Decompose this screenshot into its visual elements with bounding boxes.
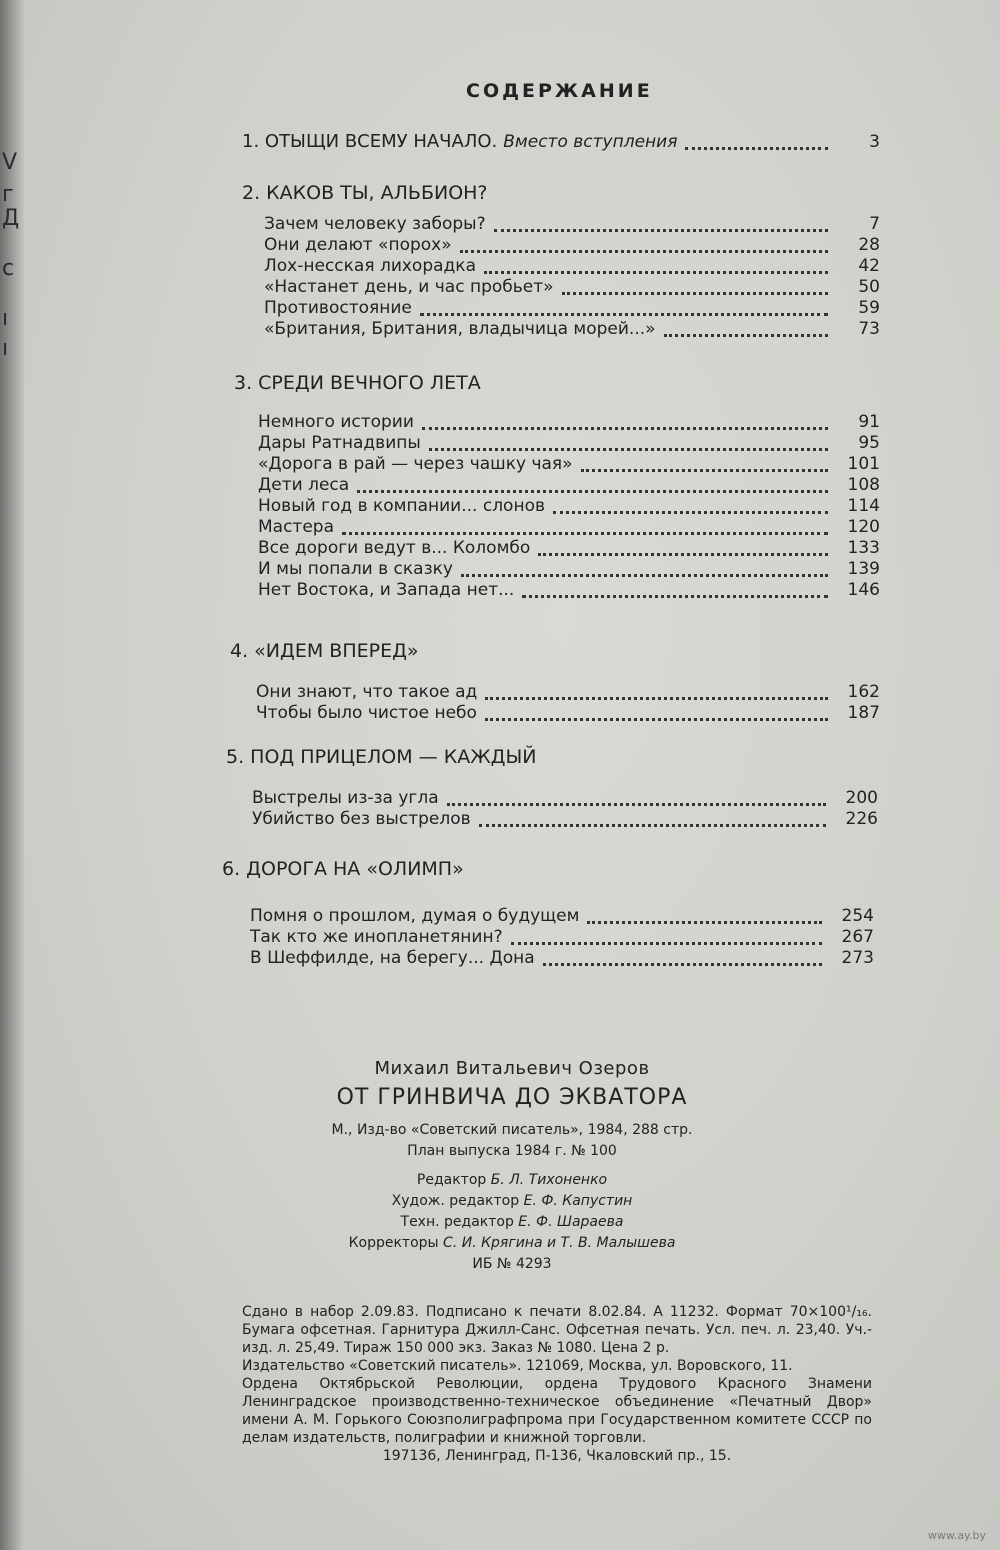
contents-title: СОДЕРЖАНИЕ xyxy=(466,80,653,102)
page-number: 273 xyxy=(841,948,874,968)
page-number: 42 xyxy=(858,256,880,276)
adjacent-page-edge xyxy=(0,0,24,1550)
leader-dots xyxy=(484,259,828,274)
leader-dots xyxy=(664,322,828,337)
toc-entry xyxy=(252,788,878,809)
page-number: 146 xyxy=(847,580,880,600)
page-number: 254 xyxy=(841,906,874,926)
publisher-address: Издательство «Советский писатель». 121069, Москва, ул. Воровского, 11. xyxy=(242,1358,793,1374)
publisher-line: М., Изд-во «Советский писатель», 1984, 288 стр. xyxy=(331,1122,693,1138)
credit-name: Е. Ф. Капустин xyxy=(523,1193,633,1209)
toc-entry xyxy=(264,214,880,235)
imprint-block xyxy=(24,1058,1000,1272)
toc-entry xyxy=(264,319,880,340)
edge-fragment: с xyxy=(2,256,15,281)
book-page xyxy=(24,0,1000,1550)
entry-title: Убийство без выстрелов xyxy=(252,809,471,829)
entry-title: «Дорога в рай — через чашку чая» xyxy=(258,454,573,474)
credit-line xyxy=(24,1170,1000,1191)
leader-dots xyxy=(357,478,828,493)
entry-title: Лох-несская лихорадка xyxy=(264,256,476,276)
entry-title: Зачем человеку заборы? xyxy=(264,214,486,234)
chapter-title: 1. ОТЫЩИ ВСЕМУ НАЧАЛО. xyxy=(242,131,498,152)
credit-line xyxy=(24,1191,1000,1212)
book-title: ОТ ГРИНВИЧА ДО ЭКВАТОРА xyxy=(336,1085,688,1110)
chapter-title: 5. ПОД ПРИЦЕЛОМ — КАЖДЫЙ xyxy=(226,746,537,768)
page-number: 139 xyxy=(847,559,880,579)
page-number: 108 xyxy=(847,475,880,495)
toc-entry xyxy=(258,559,880,580)
page-number: 101 xyxy=(847,454,880,474)
leader-dots xyxy=(485,685,828,700)
entry-title: Выстрелы из-за угла xyxy=(252,788,439,808)
leader-dots xyxy=(581,457,828,472)
toc-chapter-row xyxy=(242,130,880,154)
entry-title: Помня о прошлом, думая о будущем xyxy=(250,906,580,926)
leader-dots xyxy=(494,217,828,232)
page-number: 187 xyxy=(847,703,880,723)
page-number: 95 xyxy=(858,433,880,453)
toc-entry xyxy=(252,809,878,830)
credit-name: Б. Л. Тихоненко xyxy=(490,1172,608,1188)
chapter-title: 6. ДОРОГА НА «ОЛИМП» xyxy=(222,858,464,880)
ib-number: ИБ № 4293 xyxy=(472,1256,552,1272)
toc-entry xyxy=(256,682,880,703)
chapter-title: 2. КАКОВ ТЫ, АЛЬБИОН? xyxy=(242,182,488,204)
entry-title: В Шеффилде, на берегу... Дона xyxy=(250,948,535,968)
credits-list xyxy=(24,1170,1000,1254)
page-number: 120 xyxy=(847,517,880,537)
page-number: 267 xyxy=(841,927,874,947)
toc-entry xyxy=(258,412,880,433)
toc-entry xyxy=(258,580,880,601)
watermark: www.ay.by xyxy=(927,1529,986,1542)
page-number: 91 xyxy=(858,412,880,432)
plan-line: План выпуска 1984 г. № 100 xyxy=(407,1143,617,1159)
page-number: 73 xyxy=(858,319,880,339)
entry-title: Дети леса xyxy=(258,475,350,495)
leader-dots xyxy=(429,436,828,451)
toc-entry xyxy=(264,256,880,277)
leader-dots xyxy=(447,791,826,806)
edge-fragment: V xyxy=(2,150,18,175)
edge-fragment: Д xyxy=(2,206,20,231)
toc-entry xyxy=(258,475,880,496)
entry-title: Противостояние xyxy=(264,298,412,318)
entry-title: Так кто же инопланетянин? xyxy=(250,927,503,947)
credit-role: Худож. редактор xyxy=(391,1193,520,1209)
leader-dots xyxy=(522,583,828,598)
entry-title: Они делают «порох» xyxy=(264,235,452,255)
leader-dots xyxy=(543,951,822,966)
toc-entry xyxy=(258,538,880,559)
leader-dots xyxy=(460,238,828,253)
toc-entry xyxy=(258,517,880,538)
entry-title: Немного истории xyxy=(258,412,414,432)
page-number: 133 xyxy=(847,538,880,558)
technical-colophon xyxy=(242,1303,872,1465)
chapter-subtitle: Вместо вступления xyxy=(503,132,678,152)
credit-name: Е. Ф. Шараева xyxy=(518,1214,624,1230)
page-number: 59 xyxy=(858,298,880,318)
page-number: 226 xyxy=(845,809,878,829)
edge-fragment: г xyxy=(2,182,14,207)
leader-dots xyxy=(587,909,822,924)
chapter-title: 3. СРЕДИ ВЕЧНОГО ЛЕТА xyxy=(234,372,481,394)
leader-dots xyxy=(420,301,828,316)
toc-entry xyxy=(256,703,880,724)
entry-title: «Британия, Британия, владычица морей...» xyxy=(264,319,656,339)
toc-entry xyxy=(258,433,880,454)
print-specs: Сдано в набор 2.09.83. Подписано к печати 8.02.84. А 11232. Формат 70×100¹/₁₆. Бумага офсетная. Гарнитура Джилл-Санс. Офсетная печать. Усл. печ. л. 23,40. Уч.-изд. л. 25,49. Тираж 150 000 экз. Заказ № 1080. Цена 2 р. xyxy=(242,1304,872,1356)
toc-entry xyxy=(258,454,880,475)
entry-title: Дары Ратнадвипы xyxy=(258,433,421,453)
credit-role: Техн. редактор xyxy=(400,1214,514,1230)
author-name: Михаил Витальевич Озеров xyxy=(374,1058,650,1079)
chapter-title: 4. «ИДЕМ ВПЕРЕД» xyxy=(230,640,419,662)
leader-dots xyxy=(562,280,828,295)
printer-info: Ордена Октябрьской Революции, ордена Трудового Красного Знамени Ленинградское производственно-техническое объединение «Печатный Двор» имени А. М. Горького Союзполиграфпрома при Государственном комитете СССР по делам издательств, полиграфии и книжной торговли. xyxy=(242,1376,872,1446)
entry-title: И мы попали в сказку xyxy=(258,559,453,579)
entry-title: Новый год в компании... слонов xyxy=(258,496,545,516)
credit-role: Корректоры xyxy=(348,1235,439,1251)
page-number: 7 xyxy=(869,214,880,234)
page-number: 28 xyxy=(858,235,880,255)
leader-dots xyxy=(422,415,828,430)
page-number: 114 xyxy=(847,496,880,516)
credit-role: Редактор xyxy=(416,1172,487,1188)
leader-dots xyxy=(685,135,828,150)
toc-entry xyxy=(264,277,880,298)
page-number: 50 xyxy=(858,277,880,297)
page-number: 3 xyxy=(869,132,880,152)
entry-title: Чтобы было чистое небо xyxy=(256,703,477,723)
entry-title: Все дороги ведут в... Коломбо xyxy=(258,538,531,558)
credit-line xyxy=(24,1212,1000,1233)
edge-fragment: ı xyxy=(2,306,9,331)
toc-entry xyxy=(258,496,880,517)
leader-dots xyxy=(342,520,828,535)
entry-title: Нет Востока, и Запада нет... xyxy=(258,580,515,600)
leader-dots xyxy=(479,812,826,827)
credit-line xyxy=(24,1233,1000,1254)
leader-dots xyxy=(485,706,828,721)
leader-dots xyxy=(553,499,828,514)
credit-name: С. И. Крягина и Т. В. Малышева xyxy=(443,1235,676,1251)
leader-dots xyxy=(461,562,828,577)
page-number: 162 xyxy=(847,682,880,702)
toc-entry xyxy=(264,235,880,256)
printer-address: 197136, Ленинград, П-136, Чкаловский пр., 15. xyxy=(382,1448,732,1464)
toc-entry xyxy=(250,927,874,948)
toc-entry xyxy=(264,298,880,319)
leader-dots xyxy=(538,541,828,556)
page-number: 200 xyxy=(845,788,878,808)
toc-entry xyxy=(250,906,874,927)
entry-title: Мастера xyxy=(258,517,335,537)
leader-dots xyxy=(511,930,822,945)
toc-entry xyxy=(250,948,874,969)
entry-title: Они знают, что такое ад xyxy=(256,682,478,702)
entry-title: «Настанет день, и час пробьет» xyxy=(264,277,554,297)
edge-fragment: ı xyxy=(2,336,9,361)
